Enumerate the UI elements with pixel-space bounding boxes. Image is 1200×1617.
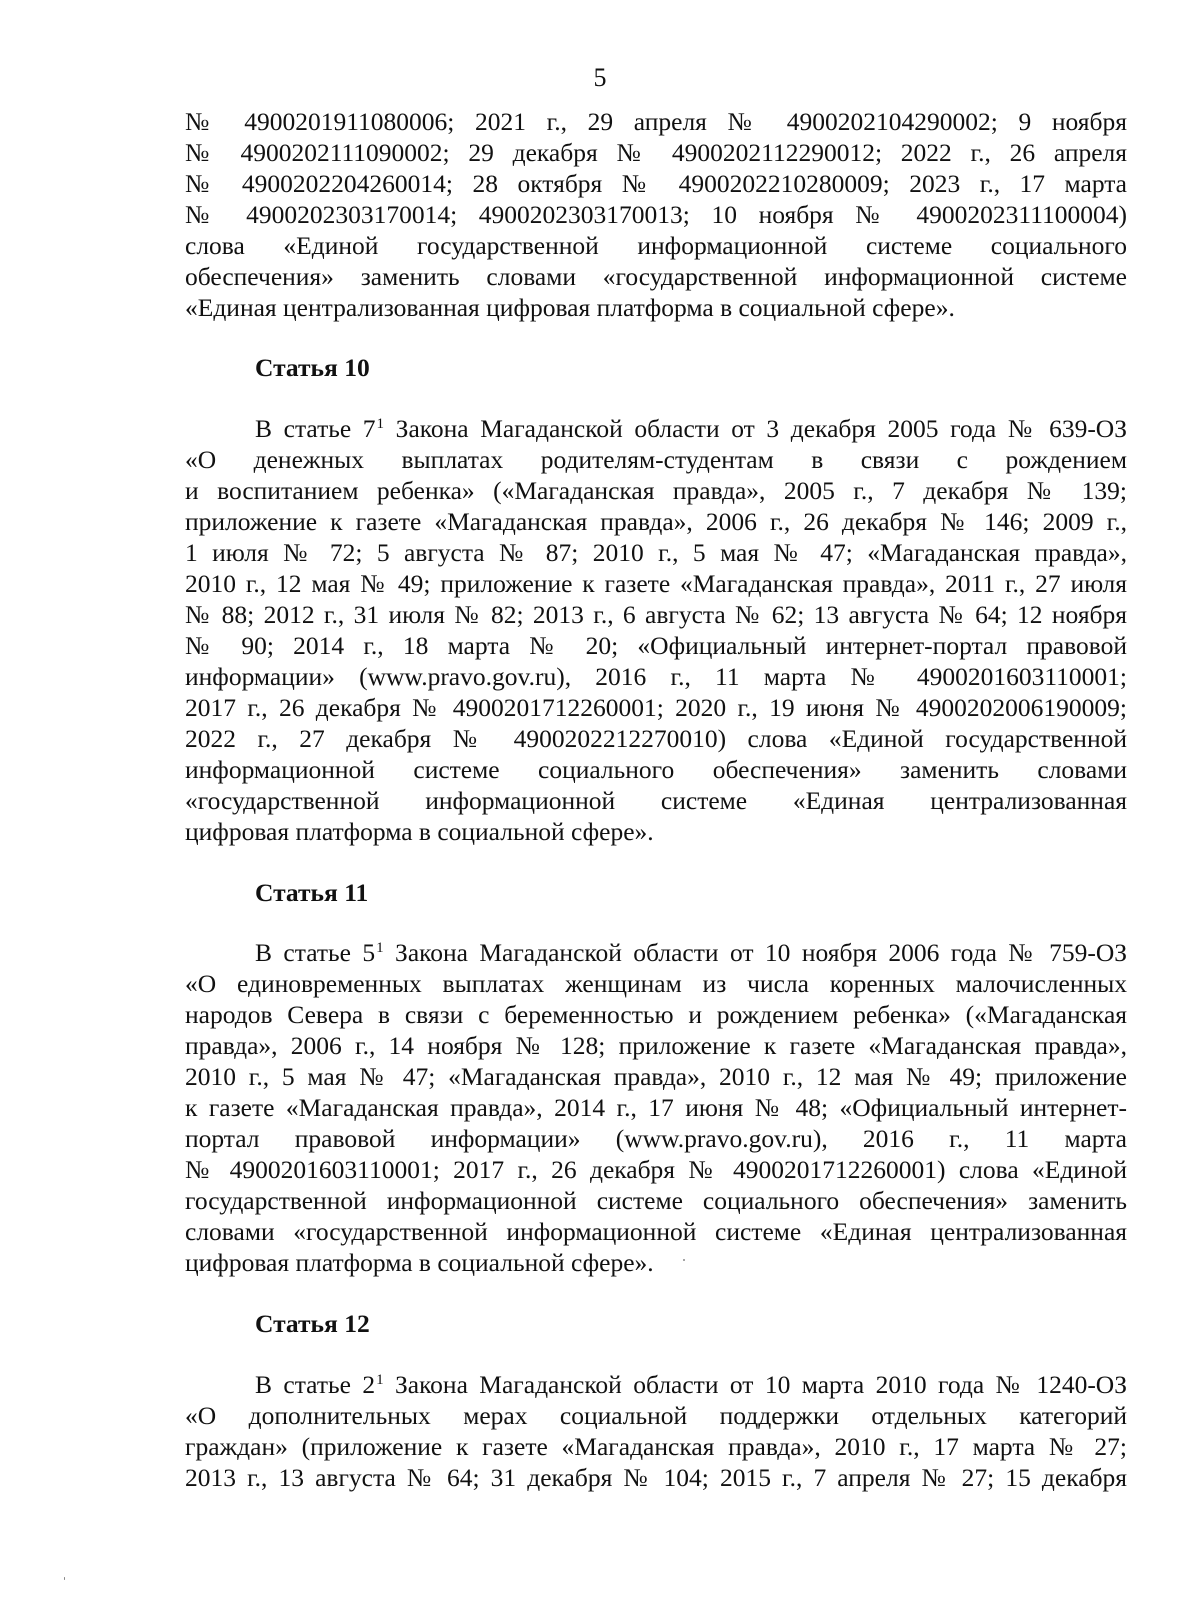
text-run: В статье 7 — [255, 414, 376, 443]
text-line: 2010 г., 5 мая № 47; «Магаданская правда», 2010 г., 12 мая № 49; приложение — [185, 1062, 1127, 1091]
text-line — [255, 413, 1127, 444]
text-line — [255, 1369, 1127, 1400]
text-line: № 4900202111090002; 29 декабря № 4900202112290012; 2022 г., 26 апреля — [185, 138, 1127, 167]
text-line: обеспечения» заменить словами «государственной информационной системе — [185, 262, 1127, 291]
text-line: к газете «Магаданская правда», 2014 г., 17 июня № 48; «Официальный интернет- — [185, 1093, 1127, 1122]
text-line: «О дополнительных мерах социальной поддержки отдельных категорий — [185, 1401, 1127, 1430]
scan-speck — [683, 1259, 685, 1261]
text-line: № 4900202303170014; 4900202303170013; 10 ноября № 4900202311100004) — [185, 200, 1127, 229]
text-line: словами «государственной информационной системе «Единая централизованная — [185, 1217, 1127, 1246]
scan-speck — [64, 1577, 65, 1580]
text-line: 2010 г., 12 мая № 49; приложение к газете «Магаданская правда», 2011 г., 27 июля — [185, 569, 1127, 598]
superscript: 1 — [376, 416, 385, 432]
text-line: «О единовременных выплатах женщинам из числа коренных малочисленных — [185, 969, 1127, 998]
superscript: 1 — [376, 1372, 384, 1388]
text-run: Закона Магаданской области от 10 марта 2010 года № 1240-ОЗ — [383, 1370, 1128, 1399]
text-line — [255, 937, 1127, 968]
text-line: № 4900202204260014; 28 октября № 4900202210280009; 2023 г., 17 марта — [185, 169, 1127, 198]
text-line: № 90; 2014 г., 18 марта № 20; «Официальный интернет-портал правовой — [185, 631, 1127, 660]
text-line: портал правовой информации» (www.pravo.gov.ru), 2016 г., 11 марта — [185, 1124, 1127, 1153]
text-line: 2022 г., 27 декабря № 4900202212270010) слова «Единой государственной — [185, 724, 1127, 753]
text-run: Закона Магаданской области от 3 декабря 2005 года № 639-ОЗ — [384, 414, 1127, 443]
text-run: Закона Магаданской области от 10 ноября 2006 года № 759-ОЗ — [383, 938, 1128, 967]
article-heading: Статья 11 — [255, 878, 369, 907]
text-line: 2017 г., 26 декабря № 4900201712260001; 2020 г., 19 июня № 4900202006190009; — [185, 693, 1127, 722]
text-line: «государственной информационной системе «Единая централизованная — [185, 786, 1127, 815]
text-line: 2013 г., 13 августа № 64; 31 декабря № 104; 2015 г., 7 апреля № 27; 15 декабря — [185, 1463, 1127, 1492]
text-line: приложение к газете «Магаданская правда», 2006 г., 26 декабря № 146; 2009 г., — [185, 507, 1127, 536]
text-line: информационной системе социального обеспечения» заменить словами — [185, 755, 1127, 784]
text-line: 1 июля № 72; 5 августа № 87; 2010 г., 5 мая № 47; «Магаданская правда», — [185, 538, 1127, 567]
text-line: информации» (www.pravo.gov.ru), 2016 г., 11 марта № 4900201603110001; — [185, 662, 1127, 691]
text-line: цифровая платформа в социальной сфере». — [185, 817, 654, 846]
text-line: и воспитанием ребенка» («Магаданская правда», 2005 г., 7 декабря № 139; — [185, 476, 1127, 505]
text-line: цифровая платформа в социальной сфере». — [185, 1248, 654, 1277]
text-line: слова «Единой государственной информационной системе социального — [185, 231, 1127, 260]
text-line: государственной информационной системе социального обеспечения» заменить — [185, 1186, 1127, 1215]
text-line: правда», 2006 г., 14 ноября № 128; приложение к газете «Магаданская правда», — [185, 1031, 1127, 1060]
article-heading: Статья 10 — [255, 353, 370, 382]
text-line: «Единая централизованная цифровая платформа в социальной сфере». — [185, 293, 955, 322]
text-run: В статье 2 — [255, 1370, 376, 1399]
page-number: 5 — [593, 63, 607, 92]
text-line: «О денежных выплатах родителям-студентам в связи с рождением — [185, 445, 1127, 474]
text-line: № 4900201911080006; 2021 г., 29 апреля № 4900202104290002; 9 ноября — [185, 107, 1127, 136]
text-line: № 4900201603110001; 2017 г., 26 декабря № 4900201712260001) слова «Единой — [185, 1155, 1127, 1184]
text-run: В статье 5 — [255, 938, 376, 967]
text-line: народов Севера в связи с беременностью и рождением ребенка» («Магаданская — [185, 1000, 1127, 1029]
text-line: граждан» (приложение к газете «Магаданская правда», 2010 г., 17 марта № 27; — [185, 1432, 1127, 1461]
article-heading: Статья 12 — [255, 1309, 370, 1338]
superscript: 1 — [376, 940, 384, 956]
text-line: № 88; 2012 г., 31 июля № 82; 2013 г., 6 августа № 62; 13 августа № 64; 12 ноября — [185, 600, 1127, 629]
